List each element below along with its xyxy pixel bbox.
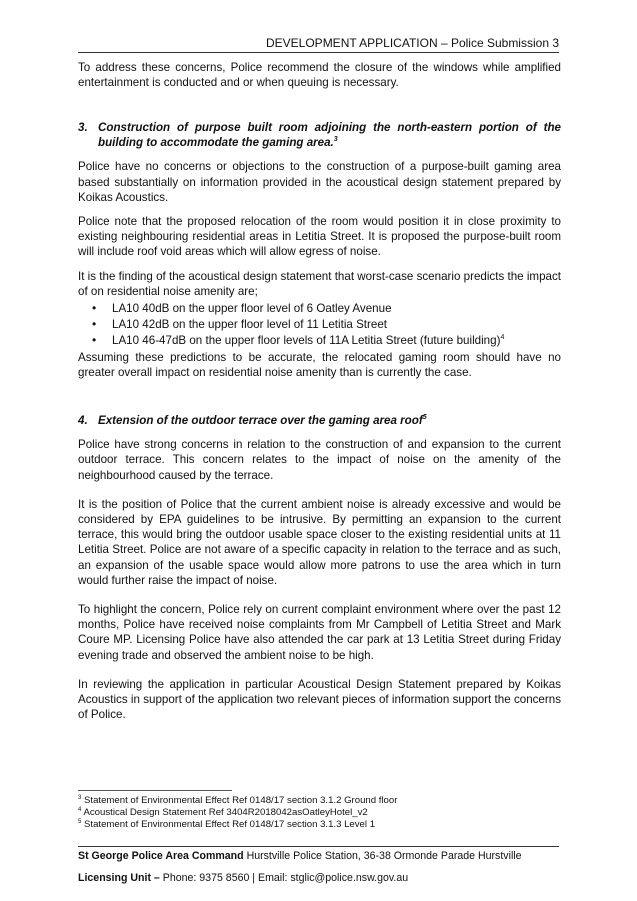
intro-paragraph: To address these concerns, Police recommend the closure of the windows while amplified entertainment is conducted and or when queuing is necessary. [78, 61, 561, 90]
page-header [78, 36, 559, 53]
footnote-ref-4: 4 [500, 334, 505, 342]
page-footer [78, 850, 561, 885]
list-item: • LA10 46-47dB on the upper floor levels of 11A Letitia Street (future building)$^4$ [112, 333, 561, 348]
footer-contact: Licensing Unit – Phone: 9375 8560 | Email: stglic@police.nsw.gov.au [78, 872, 409, 884]
section-3-paragraph-3: It is the finding of the acoustical design statement that worst-case scenario predicts the impact of on residential noise amenity are; [78, 269, 561, 298]
section-3-number: 3. [78, 121, 88, 134]
section-3-paragraph-1: Police have no concerns or objections to the construction of a purpose-built gaming area based substantially on information provided in the acoustical design statement prepared by Koikas Acoustics. [78, 160, 561, 204]
section-3-paragraph-2: Police note that the proposed relocation of the room would position it in close proximity to existing neighbouring residential areas in Letitia Street. It is proposed the purpose-built room will include roof void areas which will allow egress of noise. [78, 215, 561, 259]
section-4-heading [78, 413, 561, 428]
footer-divider [78, 846, 559, 847]
list-item: • LA10 40dB on the upper floor level of 6 Oatley Avenue [112, 301, 561, 316]
section-3 [78, 120, 561, 380]
section-4-paragraph-4: In reviewing the application in particular Acoustical Design Statement prepared by Koikas Acoustics in support of the application two relevant pieces of information support the concerns of Police. [78, 677, 561, 722]
noise-prediction-list [78, 301, 561, 349]
section-4-paragraph-2: It is the position of Police that the current ambient noise is already excessive and would be considered by EPA guidelines to be intrusive. By permitting an expansion to the current terrace, this would bring the outdoor usable space closer to the existing residential units at 11 Letitia Street. Police are not aware of a specific capacity in relation to the terrace and as such, an expansion of the usable space would allow more patrons to use the area which in turn would further raise the impact of noise. [78, 497, 561, 587]
list-item: • LA10 42dB on the upper floor level of 11 Letitia Street [112, 317, 561, 332]
footer-address: St George Police Area Command Hurstville Police Station, 36-38 Ormonde Parade Hurstville [78, 850, 522, 862]
section-3-title: Construction of purpose built room adjoining the north-eastern portion of the building to accommodate the gaming area. [98, 121, 561, 150]
section-4-paragraph-1: Police have strong concerns in relation to the construction of and expansion to the current outdoor terrace. This concern relates to the impact of noise on the amenity of the neighbourhood caused by the terrace. [78, 438, 561, 482]
section-4 [78, 413, 561, 722]
footnote-ref-5: 5 [422, 414, 427, 422]
footnote: $^5$ Statement of Environmental Effect Ref 0148/17 section 3.1.3 Level 1 [78, 819, 376, 831]
footnotes [78, 795, 561, 832]
section-3-heading [78, 120, 561, 150]
footnote-divider [78, 790, 232, 791]
section-4-paragraph-3: To highlight the concern, Police rely on current complaint environment where over the past 12 months, Police have received noise complaints from Mr Campbell of Letitia Street and Mark Coure MP. Licensing Police have also attended the car park at 13 Letitia Street during Friday evening trade and observed the ambient noise to be high. [78, 603, 561, 662]
header-title: DEVELOPMENT APPLICATION – Police Submission 3 [266, 36, 559, 50]
section-4-title: Extension of the outdoor terrace over the gaming area roof [98, 414, 423, 427]
footnote: $^4$ Acoustical Design Statement Ref 3404R2018042asOatleyHotel_v2 [78, 807, 368, 819]
intro-section [78, 60, 561, 90]
section-3-paragraph-4: Assuming these predictions to be accurate, the relocated gaming room should have no greater overall impact on residential noise amenity than is currently the case. [78, 350, 561, 379]
section-4-number: 4. [78, 414, 88, 427]
footnote: $^3$ Statement of Environmental Effect Ref 0148/17 section 3.1.2 Ground floor [78, 794, 398, 806]
footnote-ref-3: 3 [333, 136, 338, 144]
